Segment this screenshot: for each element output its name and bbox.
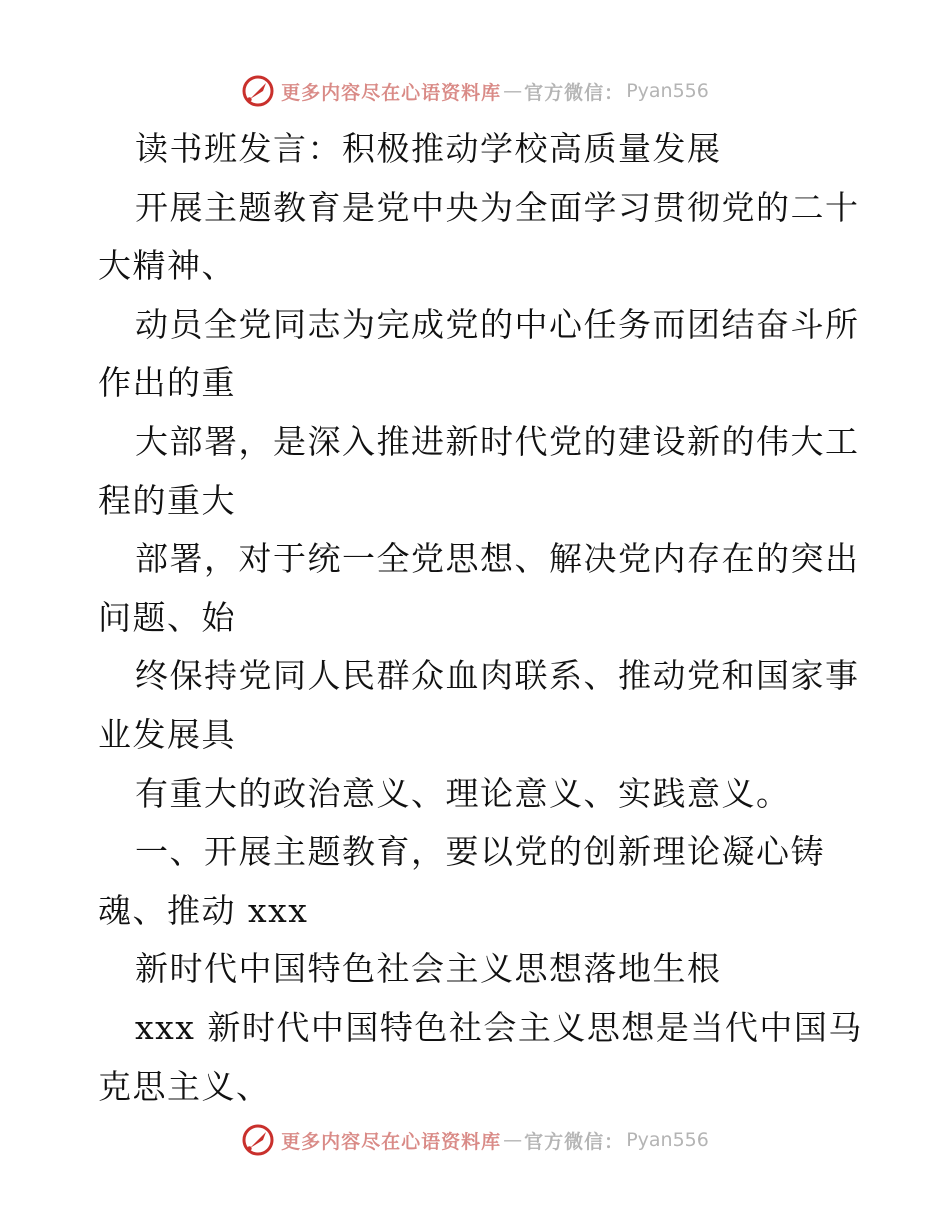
text-line: 大部署，是深入推进新时代党的建设新的伟大工 [135, 421, 860, 461]
text-line: 大精神、 [98, 246, 236, 286]
banner-wechat-id: Pyan556 [626, 1129, 709, 1151]
text-line: 开展主题教育是党中央为全面学习贯彻党的二十 [135, 187, 860, 227]
text-line: 业发展具 [98, 714, 236, 754]
text-line: 终保持党同人民群众血肉联系、推动党和国家事 [135, 656, 860, 696]
banner-sub-text: 官方微信： [524, 1130, 625, 1153]
banner-separator: — [503, 80, 523, 102]
banner-sub-text: 官方微信： [524, 81, 625, 104]
text-line: 程的重大 [98, 480, 236, 520]
document-title: 读书班发言：积极推动学校高质量发展 [135, 129, 722, 168]
text-line: xxx 新时代中国特色社会主义思想是当代中国马 [135, 1007, 863, 1047]
text-line: 作出的重 [98, 363, 236, 403]
banner-wechat-id: Pyan556 [626, 80, 709, 102]
text-line: 动员全党同志为完成党的中心任务而团结奋斗所 [135, 304, 860, 344]
banner-main-text: 更多内容尽在心语资料库 [281, 1130, 502, 1153]
banner-separator: — [503, 1129, 523, 1151]
text-line: 问题、始 [98, 597, 236, 637]
text-line: 魂、推动 xxx [98, 890, 309, 930]
header-watermark-banner [0, 71, 950, 111]
quill-logo-icon [241, 1123, 275, 1157]
section-heading: 一、开展主题教育，要以党的创新理论凝心铸 [135, 832, 825, 872]
text-line: 部署，对于统一全党思想、解决党内存在的突出 [135, 539, 860, 579]
banner-main-text: 更多内容尽在心语资料库 [281, 81, 502, 104]
document-body [98, 120, 863, 1116]
quill-logo-icon [241, 74, 275, 108]
text-line: 新时代中国特色社会主义思想落地生根 [135, 949, 722, 989]
text-line: 克思主义、 [98, 1066, 271, 1106]
text-line: 有重大的政治意义、理论意义、实践意义。 [135, 773, 791, 813]
footer-watermark-banner [0, 1120, 950, 1160]
